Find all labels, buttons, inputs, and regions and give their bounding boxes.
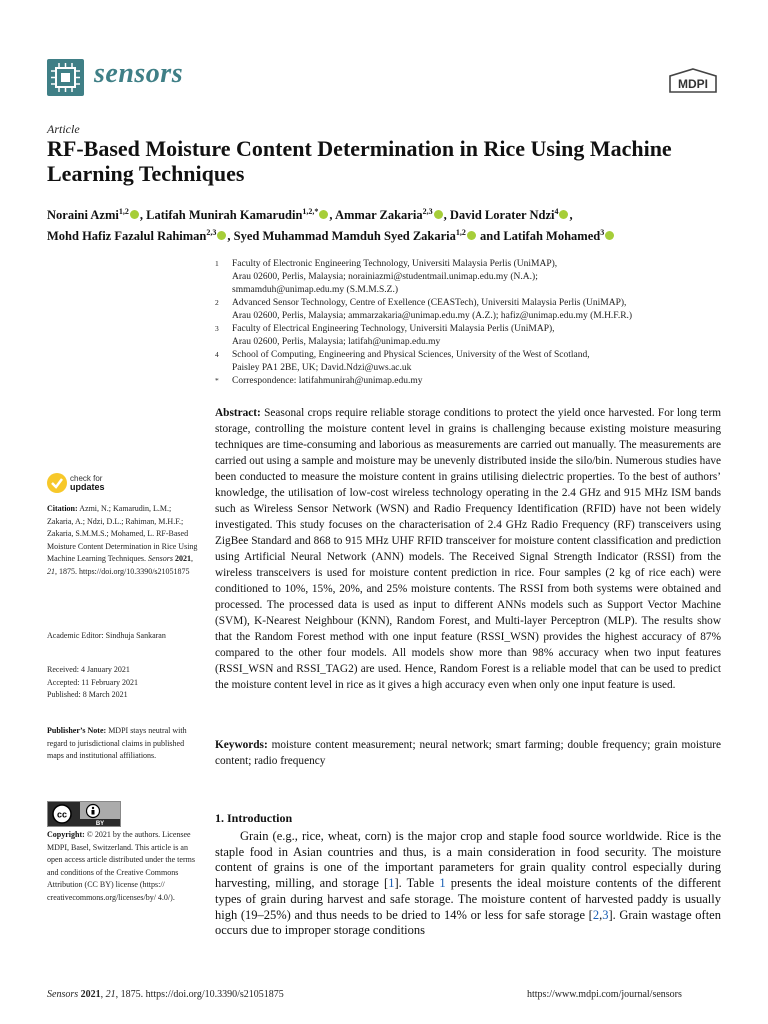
orcid-icon[interactable] bbox=[467, 231, 476, 240]
publisher-name: MDPI bbox=[678, 77, 708, 91]
orcid-icon[interactable] bbox=[130, 210, 139, 219]
introduction-text: Grain (e.g., rice, wheat, corn) is the major crop and staple food source worldwide. Rice is the staple food in Asian countries and thus, is a main consideration in food security. The moisture content of grains is one of the important parameters for grain quality control especially during harvesting, milling, and storage [1]. Table 1 presents the ideal moisture contents of the different types of grain during harvest and safe storage. The moisture content of harvested paddy is usually high (19–25%) and thus needs to be dried to 14% or less for safe storage [2,3]. Grain wastage often occurs due to improper storage conditions bbox=[215, 829, 721, 938]
reference-link[interactable]: 2 bbox=[592, 907, 600, 922]
author-name: Noraini Azmi bbox=[47, 208, 119, 223]
reference-link[interactable]: 3 bbox=[602, 907, 609, 922]
reference-link[interactable]: 1 bbox=[388, 876, 395, 891]
orcid-icon[interactable] bbox=[605, 231, 614, 240]
section-heading: 1. Introduction bbox=[215, 811, 293, 825]
affiliation-item: 2 Advanced Sensor Technology, Centre of Exellence (CEASTech), Universiti Malaysia Perlis (UniMAP), Arau 02600, Perlis, Malaysia; ammarzakaria@unimap.edu.my (A.Z.); hafiz@unimap.edu.my (M.H.F.R.) bbox=[215, 298, 633, 321]
author-name: Latifah Munirah Kamarudin bbox=[146, 208, 303, 223]
orcid-icon[interactable] bbox=[217, 231, 226, 240]
cc-by-license-icon[interactable] bbox=[47, 801, 121, 827]
journal-name: sensors bbox=[94, 58, 184, 89]
publisher-note: Publisher’s Note: MDPI stays neutral with regard to jurisdictional claims in published maps and institutional affiliations. bbox=[47, 726, 187, 760]
copyright-notice: Copyright: © 2021 by the authors. Licensee MDPI, Basel, Switzerland. This article is an open access article distributed under the terms and conditions of the Creative Commons Attribution (CC BY) license (https:// creativecommons.org/licenses/by/ 4.0/). bbox=[47, 830, 195, 902]
footer-citation: Sensors 2021, 21, 1875. https://doi.org/10.3390/s21051875 bbox=[47, 989, 284, 1000]
affiliation-item: 4 School of Computing, Engineering and Physical Sciences, University of the West of Scotland, Paisley PA1 2BE, UK; David.Ndzi@uws.ac.uk bbox=[215, 350, 590, 373]
affiliation-item: 1 Faculty of Electronic Engineering Technology, Universiti Malaysia Perlis (UniMAP), Arau 02600, Perlis, Malaysia; norainiazmi@studentmail.unimap.edu.my (N.A.); smmamduh@unimap.edu.my (S.M.M.S.Z.) bbox=[215, 259, 558, 295]
orcid-icon[interactable] bbox=[434, 210, 443, 219]
journal-logo-icon bbox=[47, 59, 84, 96]
table-link[interactable]: 1 bbox=[439, 876, 446, 891]
check-for-updates-label[interactable]: check for updates bbox=[70, 474, 105, 492]
svg-text:cc: cc bbox=[56, 809, 68, 820]
academic-editor: Academic Editor: Sindhuja Sankaran bbox=[47, 631, 166, 640]
article-type: Article bbox=[47, 122, 80, 136]
footer-journal-url[interactable]: https://www.mdpi.com/journal/sensors bbox=[527, 989, 682, 1000]
affiliation-item: 3 Faculty of Electrical Engineering Technology, Universiti Malaysia Perlis (UniMAP), Arau 02600, Perlis, Malaysia; latifah@unimap.edu.my bbox=[215, 324, 555, 347]
affiliation-item: * Correspondence: latifahmunirah@unimap.edu.my bbox=[215, 376, 423, 386]
publisher-logo bbox=[668, 68, 718, 94]
author-name: David Lorater Ndzi bbox=[449, 208, 555, 223]
abstract: Abstract: Seasonal crops require reliable storage conditions to protect the yield once harvested. For long term storage, controlling the moisture content level in grains is challenging because existing moisture measuring techniques are time-consuming and laborious as measurements are carried out manually. The measurements are carried out using a sample and moisture may be unevenly distributed inside the silo/bin. Numerous studies have been conducted to measure the moisture content in grains utilising dielectric properties. To the best of authors’ knowledge, the utilisation of low-cost wireless technology operating in the 2.4 GHz and 915 MHz ISM bands such as Wireless Sensor Network (WSN) and Radio Frequency Identification (RFID) have not been widely investigated. This study focuses on the characterisation of 2.4 GHz Radio Frequency (RF) transceivers using ZigBee Standard and 868 to 915 MHz UHF RFID transceiver for moisture content classification and prediction using Artificial Neural Network (ANN) models. The Received Signal Strength Indicator (RSSI) from the wireless transceivers is used for moisture content prediction in rice. Four samples (2 kg of rice each) were conditioned to 10%, 15%, 20%, and 25% moisture contents. The RSSI from both systems were obtained and processed. The processed data is used as input to different ANNs models such as Support Vector Machine (SVM), K-Nearest Neighbour (KNN), Random Forest, and Multi-layer Perceptron (MLP). The results show that the Random Forest method with one input feature (RSSI_WSN) provides the highest accuracy of 87% compared to the other four models. All models show more than 98% accuracy when two input features (RSSI_WSN and RSSI_TAG2) are used. Hence, Random Forest is a reliable model that can be used to predict the moisture content level in rice as it gives a high accuracy even when only one input feature is used. bbox=[215, 407, 721, 691]
author-list: Noraini Azmi$^{1,2}$ , Latifah Munirah Kamarudin$^{1,2,*}$ , Ammar Zakaria$^{2,3}$ , David Lorater Ndzi$^4$ , Mohd Hafiz Fazalul Rahiman$^{2,3}$ , Syed Muhammad Mamduh Syed Zakaria$^{1,2}$ and Latifah Mohamed$^3$ bbox=[47, 203, 737, 245]
author-name: Syed Muhammad Mamduh Syed Zakaria bbox=[233, 229, 456, 244]
orcid-icon[interactable] bbox=[559, 210, 568, 219]
publication-dates: Received: 4 January 2021 Accepted: 11 February 2021 Published: 8 March 2021 bbox=[47, 665, 139, 699]
author-name: Latifah Mohamed bbox=[503, 229, 601, 244]
keywords: Keywords: moisture content measurement; neural network; smart farming; double frequency; grain moisture content; radio frequency bbox=[215, 739, 721, 767]
check-for-updates-icon[interactable] bbox=[47, 473, 67, 493]
citation-block: Citation: Azmi, N.; Kamarudin, L.M.; Zakaria, A.; Ndzi, D.L.; Rahiman, M.H.F.; Zakaria, S.M.M.S.; Mohamed, L. RF-Based Moisture Content Determination in Rice Using Machine Learning Techniques. Sensors 2021, 21, 1875. https://doi.org/10.3390/s21051875 bbox=[47, 504, 198, 576]
affiliations bbox=[215, 258, 715, 388]
page-title: RF-Based Moisture Content Determination in Rice Using Machine Learning Techniques bbox=[47, 136, 672, 186]
svg-text:BY: BY bbox=[95, 821, 105, 826]
orcid-icon[interactable] bbox=[319, 210, 328, 219]
author-name: Mohd Hafiz Fazalul Rahiman bbox=[47, 229, 207, 244]
author-name: Ammar Zakaria bbox=[334, 208, 423, 223]
